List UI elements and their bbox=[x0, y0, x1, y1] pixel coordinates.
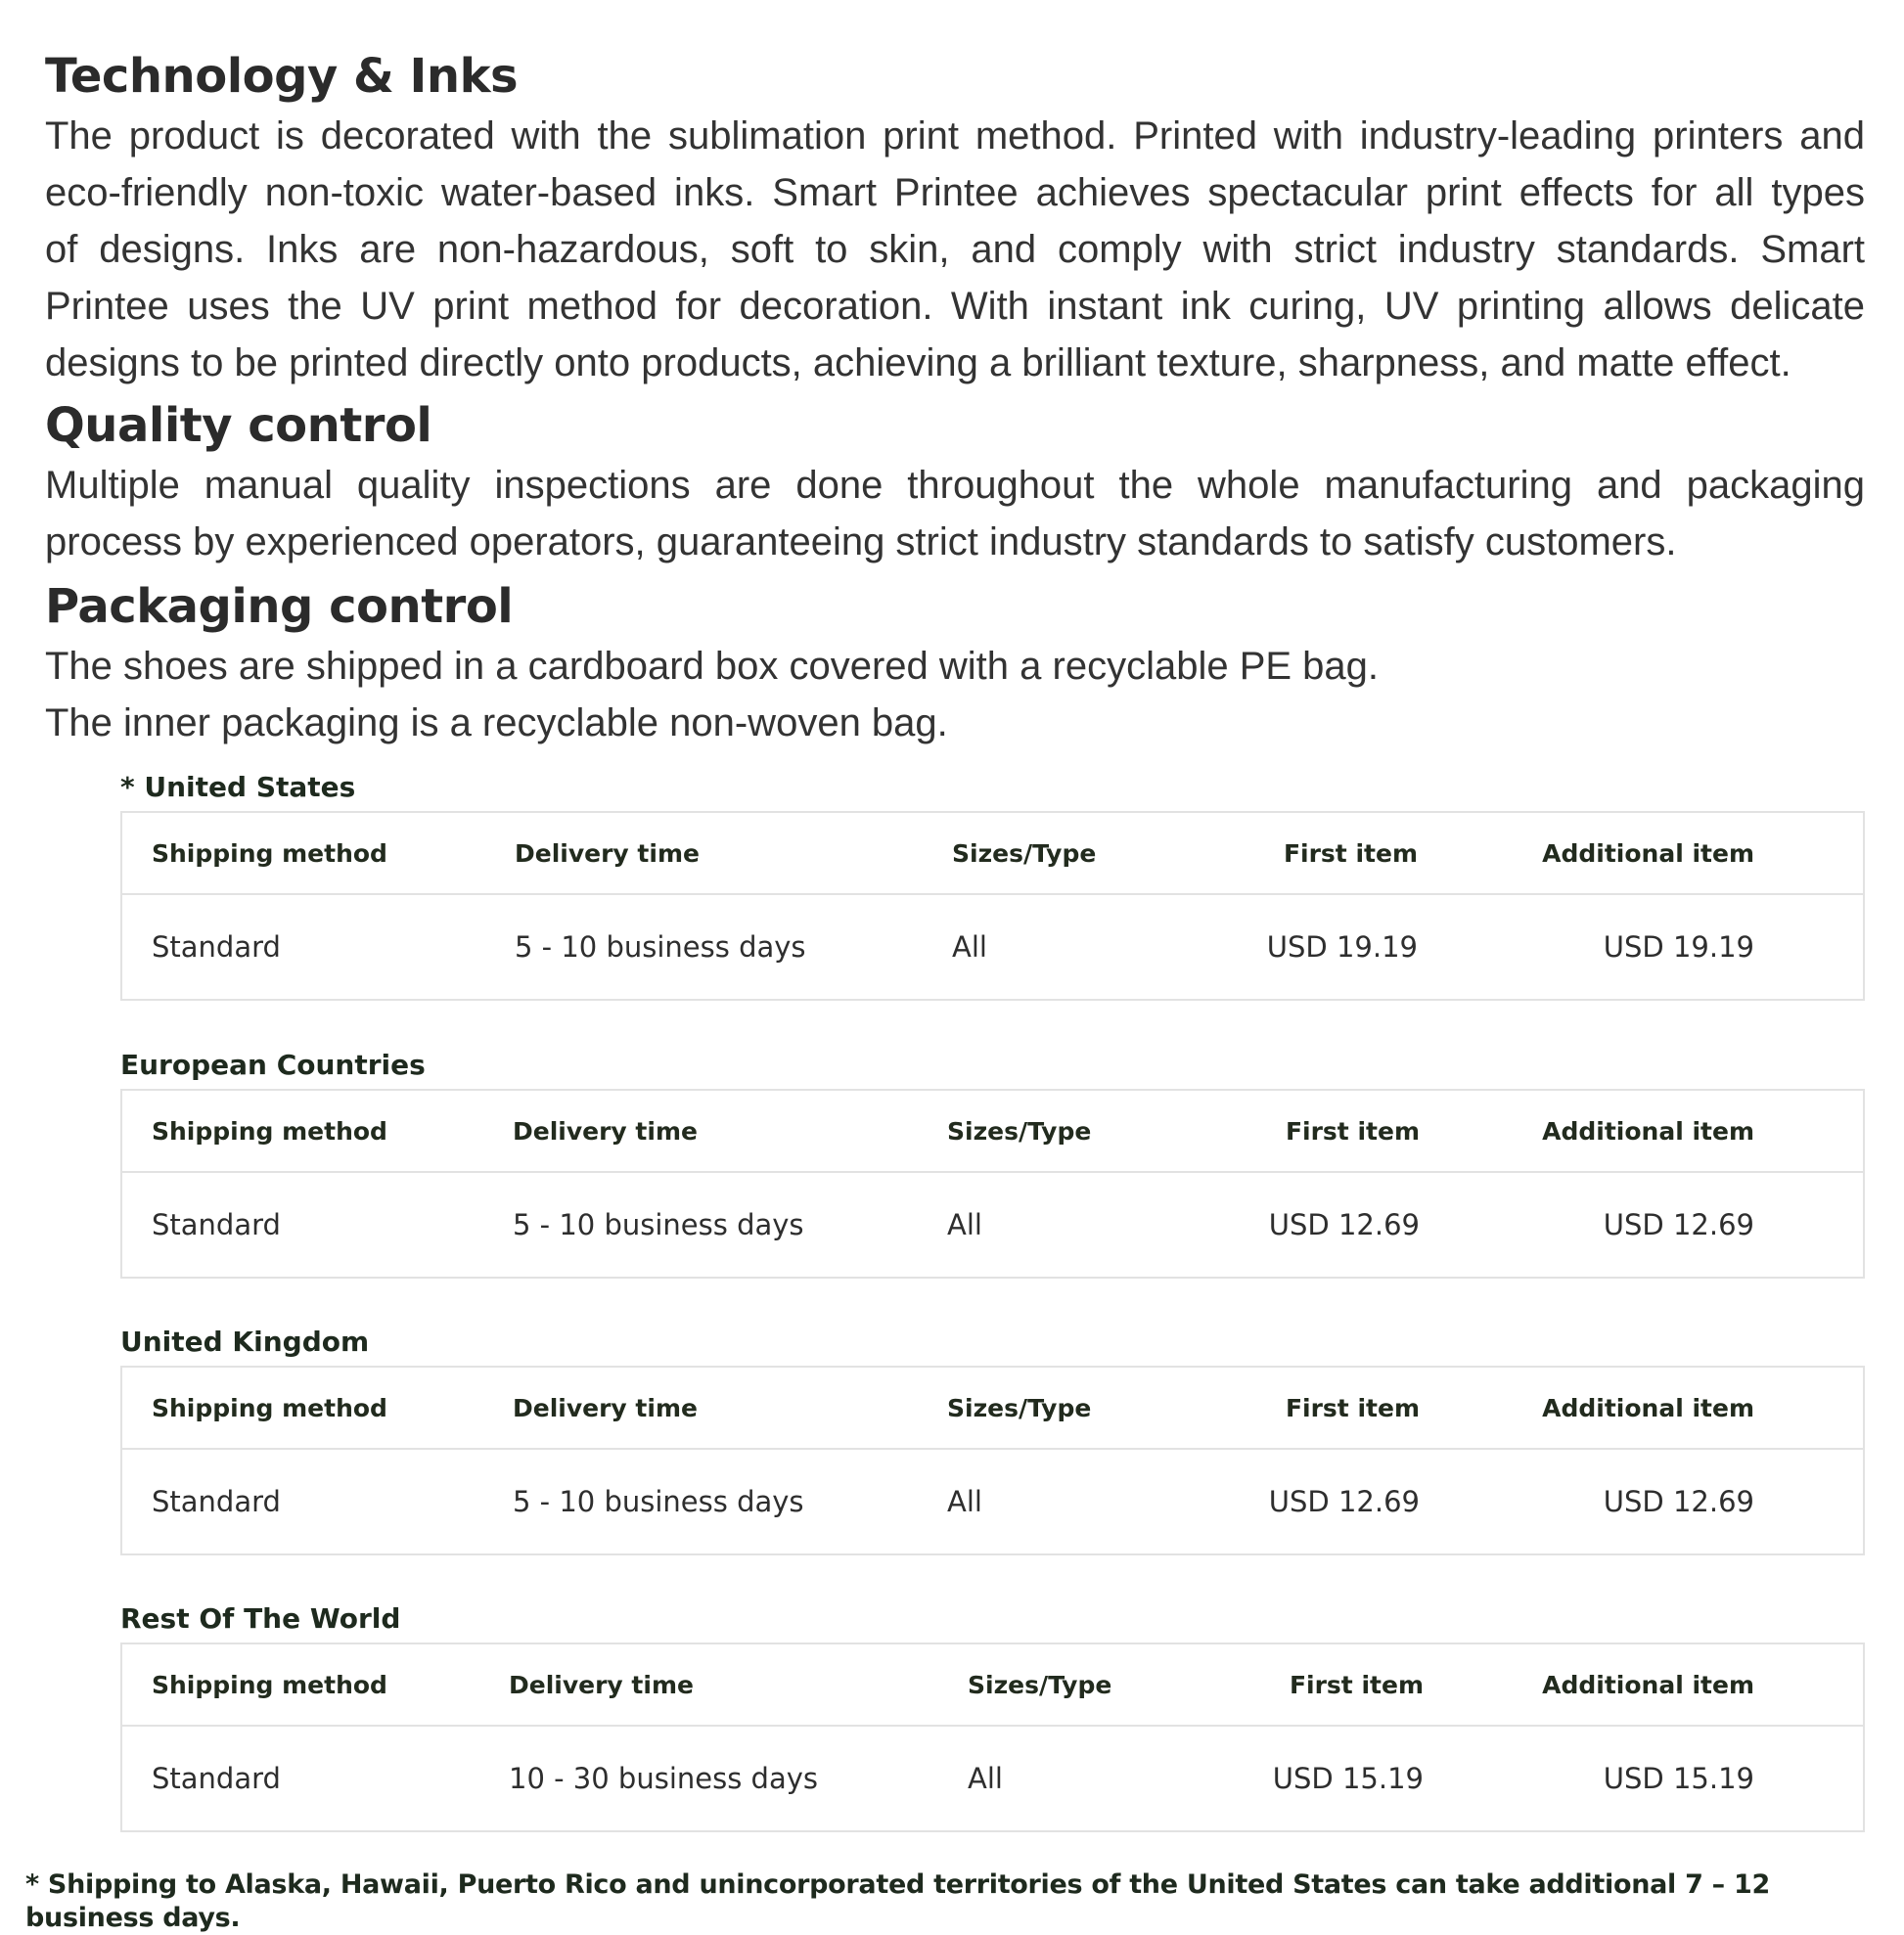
table-header-row bbox=[122, 1644, 1863, 1727]
region-label: * United States bbox=[120, 771, 356, 803]
technology-line: The product is decorated with the sublimation print method. Printed with industry-leading printers and bbox=[45, 114, 1865, 158]
cell-sizes-type: All bbox=[947, 1485, 982, 1518]
header-first-item: First item bbox=[1283, 838, 1418, 868]
region-label: Rest Of The World bbox=[120, 1602, 401, 1635]
header-sizes-type: Sizes/Type bbox=[947, 1393, 1092, 1422]
cell-first-item: USD 19.19 bbox=[1266, 930, 1418, 964]
technology-line: of designs. Inks are non-hazardous, soft to skin, and comply with strict industry standards. Smart bbox=[45, 228, 1865, 271]
packaging-line: The inner packaging is a recyclable non-woven bag. bbox=[45, 701, 948, 744]
header-additional-item: Additional item bbox=[1542, 1393, 1754, 1422]
shipping-table-united-states bbox=[120, 811, 1865, 1001]
technology-line: eco-friendly non-toxic water-based inks. Smart Printee achieves spectacular print effects for all types bbox=[45, 171, 1865, 214]
cell-first-item: USD 15.19 bbox=[1272, 1762, 1424, 1795]
header-sizes-type: Sizes/Type bbox=[947, 1116, 1092, 1146]
quality-title: Quality control bbox=[45, 398, 432, 453]
shipping-footnote: * Shipping to Alaska, Hawaii, Puerto Rico and unincorporated territories of the United States can take additional 7 – 12 business days. bbox=[25, 1869, 1770, 1933]
cell-additional-item: USD 19.19 bbox=[1603, 930, 1754, 964]
cell-first-item: USD 12.69 bbox=[1268, 1485, 1420, 1518]
header-delivery-time: Delivery time bbox=[513, 1393, 698, 1422]
cell-sizes-type: All bbox=[968, 1762, 1003, 1795]
cell-sizes-type: All bbox=[952, 930, 987, 964]
cell-delivery-time: 10 - 30 business days bbox=[509, 1762, 818, 1795]
header-sizes-type: Sizes/Type bbox=[968, 1670, 1112, 1699]
technology-title: Technology & Inks bbox=[45, 49, 519, 104]
header-first-item: First item bbox=[1285, 1393, 1420, 1422]
packaging-line: The shoes are shipped in a cardboard box covered with a recyclable PE bag. bbox=[45, 645, 1380, 688]
table-row bbox=[122, 1173, 1863, 1277]
cell-shipping-method: Standard bbox=[152, 1762, 281, 1795]
header-delivery-time: Delivery time bbox=[513, 1116, 698, 1146]
cell-shipping-method: Standard bbox=[152, 930, 281, 964]
cell-additional-item: USD 12.69 bbox=[1603, 1485, 1754, 1518]
table-row bbox=[122, 895, 1863, 999]
table-header-row bbox=[122, 1368, 1863, 1450]
header-additional-item: Additional item bbox=[1542, 838, 1754, 868]
packaging-title: Packaging control bbox=[45, 579, 514, 634]
cell-first-item: USD 12.69 bbox=[1268, 1208, 1420, 1241]
cell-delivery-time: 5 - 10 business days bbox=[515, 930, 806, 964]
table-header-row bbox=[122, 1091, 1863, 1173]
table-row bbox=[122, 1727, 1863, 1830]
cell-delivery-time: 5 - 10 business days bbox=[513, 1208, 804, 1241]
region-label: United Kingdom bbox=[120, 1326, 370, 1358]
table-row bbox=[122, 1450, 1863, 1553]
table-header-row bbox=[122, 813, 1863, 895]
header-shipping-method: Shipping method bbox=[152, 1116, 387, 1146]
header-first-item: First item bbox=[1285, 1116, 1420, 1146]
shipping-table-rest-of-world bbox=[120, 1642, 1865, 1832]
header-shipping-method: Shipping method bbox=[152, 1393, 387, 1422]
quality-paragraph bbox=[45, 457, 1865, 570]
header-shipping-method: Shipping method bbox=[152, 838, 387, 868]
shipping-table-european-countries bbox=[120, 1089, 1865, 1279]
cell-additional-item: USD 12.69 bbox=[1603, 1208, 1754, 1241]
header-delivery-time: Delivery time bbox=[515, 838, 700, 868]
technology-paragraph bbox=[45, 108, 1865, 391]
header-additional-item: Additional item bbox=[1542, 1670, 1754, 1699]
header-shipping-method: Shipping method bbox=[152, 1670, 387, 1699]
cell-additional-item: USD 15.19 bbox=[1603, 1762, 1754, 1795]
cell-sizes-type: All bbox=[947, 1208, 982, 1241]
header-first-item: First item bbox=[1289, 1670, 1424, 1699]
region-label: European Countries bbox=[120, 1049, 426, 1081]
shipping-table-united-kingdom bbox=[120, 1366, 1865, 1555]
technology-line: designs to be printed directly onto products, achieving a brilliant texture, sharpness, and matte effect. bbox=[45, 341, 1791, 384]
quality-line: process by experienced operators, guaranteeing strict industry standards to satisfy customers. bbox=[45, 520, 1677, 563]
cell-shipping-method: Standard bbox=[152, 1208, 281, 1241]
cell-shipping-method: Standard bbox=[152, 1485, 281, 1518]
header-additional-item: Additional item bbox=[1542, 1116, 1754, 1146]
quality-line: Multiple manual quality inspections are done throughout the whole manufacturing and packaging bbox=[45, 464, 1865, 507]
cell-delivery-time: 5 - 10 business days bbox=[513, 1485, 804, 1518]
header-delivery-time: Delivery time bbox=[509, 1670, 694, 1699]
packaging-paragraph bbox=[45, 638, 1865, 751]
technology-line: Printee uses the UV print method for decoration. With instant ink curing, UV printing allows delicate bbox=[45, 285, 1865, 328]
header-sizes-type: Sizes/Type bbox=[952, 838, 1097, 868]
